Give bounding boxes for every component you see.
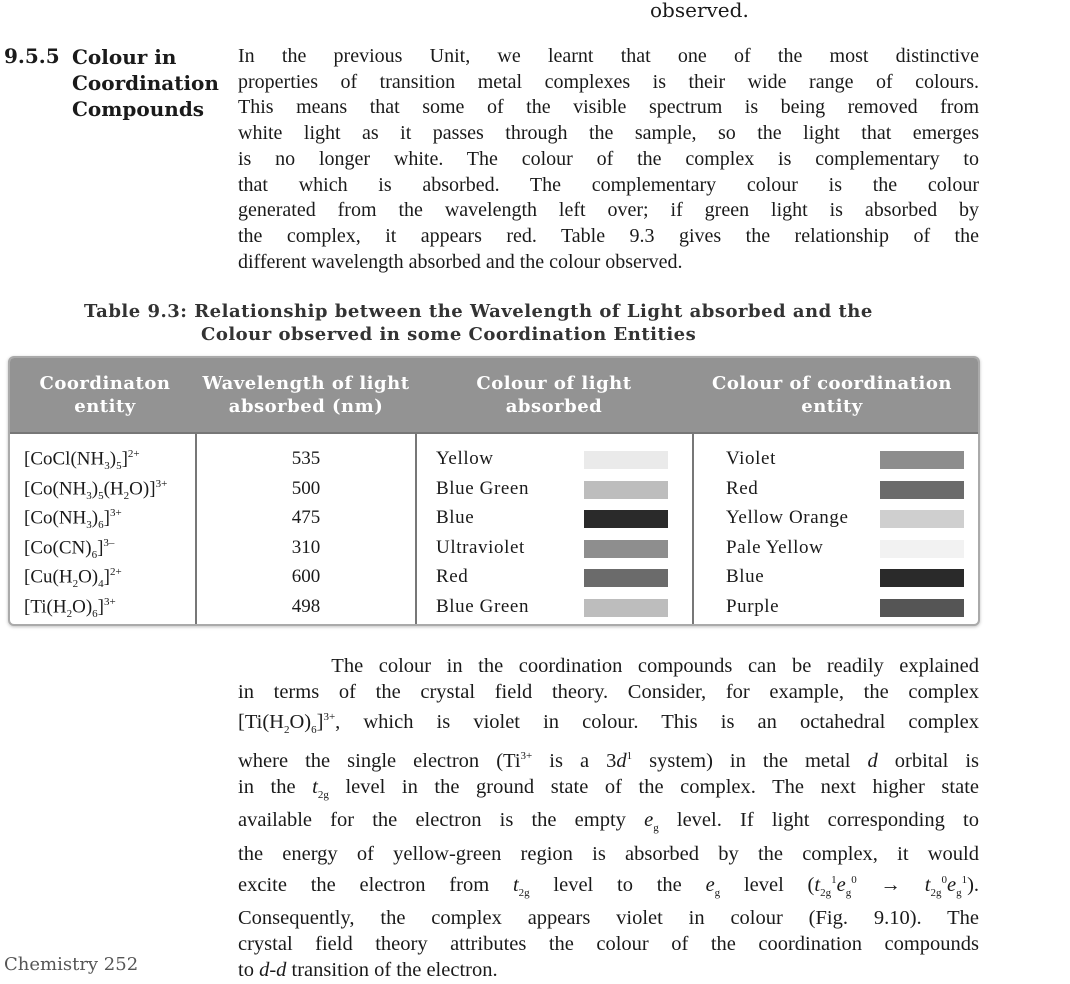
entity-cell: $[CoCl(NH_3)_5]^{2+}$ bbox=[24, 448, 140, 473]
absorbed-colour-cell: Blue Green bbox=[436, 477, 530, 499]
entity-colour-cell: Violet bbox=[726, 448, 776, 469]
table-caption-line: Table 9.3: Relationship between the Wavelength of Light absorbed and the bbox=[84, 301, 873, 322]
body-line: $[Ti(H_2O)_6]^{3+}$, which is violet in colour. This is an octahedral complex bbox=[238, 711, 979, 737]
intro-paragraph bbox=[238, 44, 979, 275]
body-paragraph bbox=[238, 654, 979, 984]
absorbed-colour-swatch bbox=[584, 451, 668, 469]
body-line: in terms of the crystal field theory. Consider, for example, the complex bbox=[238, 680, 979, 703]
intro-line: the complex, it appears red. Table 9.3 gives the relationship of the bbox=[238, 224, 979, 247]
section-title-line: Coordination bbox=[72, 71, 219, 95]
entity-colour-swatch bbox=[880, 451, 964, 469]
header-line: Wavelength of light bbox=[202, 373, 410, 394]
entity-cell: $[Cu(H_2O)_4]^{2+}$ bbox=[24, 566, 122, 591]
entity-colour-swatch bbox=[880, 481, 964, 499]
header-line: Coordinaton bbox=[39, 373, 171, 394]
entity-cell: $[Co(NH_3)_6]^{3+}$ bbox=[24, 507, 122, 532]
section-title-line: Colour in bbox=[72, 45, 177, 69]
body-line: crystal field theory attributes the colour of the coordination compounds bbox=[238, 933, 979, 956]
header-line: entity bbox=[801, 396, 863, 417]
absorbed-colour-swatch bbox=[584, 540, 668, 558]
intro-line: This means that some of the visible spectrum is being removed from bbox=[238, 96, 979, 119]
header-line: Colour of coordination bbox=[712, 373, 952, 394]
header-line: entity bbox=[74, 396, 136, 417]
header-divider bbox=[10, 432, 978, 434]
entity-colour-cell: Purple bbox=[726, 596, 780, 617]
section-title-line: Compounds bbox=[72, 97, 205, 121]
wavelength-cell: 310 bbox=[291, 536, 321, 558]
header-line: absorbed bbox=[505, 396, 603, 417]
absorbed-colour-swatch bbox=[584, 481, 668, 499]
entity-cell: $[Co(CN)_6]^{3-}$ bbox=[24, 536, 115, 561]
entity-colour-swatch bbox=[880, 569, 964, 587]
header-entity bbox=[24, 372, 186, 418]
body-line: the energy of yellow-green region is absorbed by the complex, it would bbox=[238, 843, 979, 866]
wavelength-cell: 475 bbox=[291, 507, 321, 529]
absorbed-colour-cell: Red bbox=[436, 566, 469, 588]
entity-colour-swatch bbox=[880, 540, 964, 558]
entity-cell: $[Ti(H_2O)_6]^{3+}$ bbox=[24, 596, 116, 621]
absorbed-colour-cell: Yellow bbox=[436, 448, 494, 469]
absorbed-colour-swatch bbox=[584, 599, 668, 617]
body-line: where the single electron ($Ti^{3+}$ is a $3d^1$ system) in the metal d orbital is bbox=[238, 749, 979, 772]
header-line: absorbed (nm) bbox=[228, 396, 384, 417]
entity-colour-swatch bbox=[880, 510, 964, 528]
column-divider bbox=[692, 432, 694, 624]
header-absorbed-colour bbox=[416, 372, 692, 418]
intro-line: that which is absorbed. The complementary colour is the colour bbox=[238, 173, 979, 196]
intro-line: is no longer white. The colour of the complex is complementary to bbox=[238, 147, 979, 170]
absorbed-colour-swatch bbox=[584, 510, 668, 528]
entity-cell: $[Co(NH_3)_5(H_2O)]^{3+}$ bbox=[24, 477, 168, 502]
header-line: Colour of light bbox=[476, 373, 632, 394]
body-line: to d-d transition of the electron. bbox=[238, 958, 498, 981]
intro-line: generated from the wavelength left over; if green light is absorbed by bbox=[238, 199, 979, 222]
section-number: 9.5.5 bbox=[4, 44, 60, 68]
wavelength-cell: 498 bbox=[291, 596, 321, 617]
entity-colour-swatch bbox=[880, 599, 964, 617]
wavelength-cell: 535 bbox=[291, 448, 321, 469]
table-header bbox=[10, 358, 978, 432]
entity-colour-cell: Blue bbox=[726, 566, 765, 588]
body-line: excite the electron from $t_{2g}$ level to the $e_g$ level $(t_{2g}^1e_g^0 \to t_{2g}^0e_g^1)$. bbox=[238, 873, 980, 899]
colour-table bbox=[8, 356, 980, 626]
entity-colour-cell: Pale Yellow bbox=[726, 536, 824, 558]
body-line: in the $t_{2g}$ level in the ground state of the complex. The next higher state bbox=[238, 775, 979, 801]
intro-line: In the previous Unit, we learnt that one of the most distinctive bbox=[238, 45, 979, 67]
entity-colour-cell: Red bbox=[726, 477, 759, 499]
entity-colour-cell: Yellow Orange bbox=[726, 507, 849, 529]
intro-line: different wavelength absorbed and the colour observed. bbox=[238, 250, 683, 273]
wavelength-cell: 600 bbox=[291, 566, 321, 588]
absorbed-colour-swatch bbox=[584, 569, 668, 587]
intro-line: properties of transition metal complexes is their wide range of colours. bbox=[238, 70, 979, 93]
page-footer: Chemistry 252 bbox=[4, 954, 139, 975]
intro-line: white light as it passes through the sample, so the light that emerges bbox=[238, 122, 979, 145]
body-line: The colour in the coordination compounds can be readily explained bbox=[238, 655, 979, 677]
body-line: available for the electron is the empty $e_g$ level. If light corresponding to bbox=[238, 809, 979, 835]
top-fragment-text: observed. bbox=[650, 0, 749, 22]
section-title bbox=[72, 44, 219, 122]
header-entity-colour bbox=[694, 372, 970, 418]
table-caption bbox=[84, 300, 904, 346]
table-caption-line: Colour observed in some Coordination Entities bbox=[201, 324, 697, 345]
absorbed-colour-cell: Blue Green bbox=[436, 596, 530, 617]
absorbed-colour-cell: Ultraviolet bbox=[436, 536, 525, 558]
wavelength-cell: 500 bbox=[291, 477, 321, 499]
absorbed-colour-cell: Blue bbox=[436, 507, 475, 529]
body-line: Consequently, the complex appears violet in colour (Fig. 9.10). The bbox=[238, 907, 979, 930]
header-wavelength bbox=[196, 372, 416, 418]
